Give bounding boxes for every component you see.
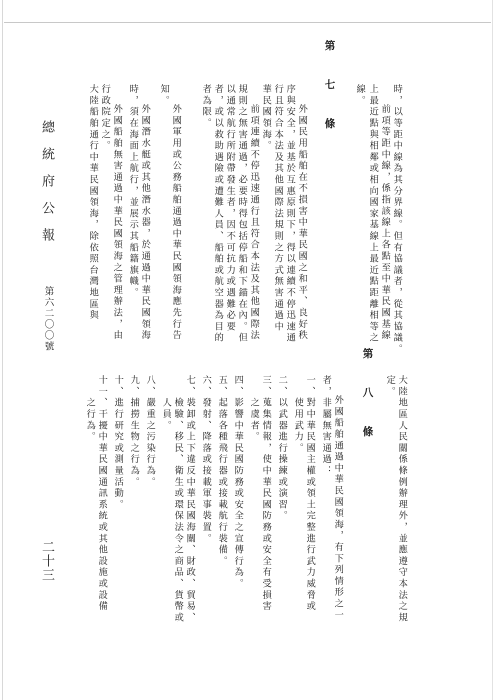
top-col-9: 華民國領海。: [260, 84, 272, 152]
bottom-col-9: 三、蒐集情報，使中華民國防務或安全有受損害: [260, 375, 272, 613]
bottom-col-5: 者，非屬無害通過：: [320, 375, 332, 477]
top-col-18: 時，須在海面上航行，並展示其船籍旗幟。: [127, 84, 139, 299]
top-col-14: 者為限。: [200, 84, 212, 130]
bottom-col-7: 使用武力。: [292, 375, 304, 455]
top-col-1: 時，以等距中線為其分界線。但有協議者，從其協議。: [391, 84, 403, 356]
top-col-19: 外國船舶無害通過中華民國領海之管理辦法，由: [111, 104, 123, 342]
bottom-col-11: 四、影響中華民國防務或安全之宣傳行為。: [232, 375, 244, 590]
top-col-16: 知。: [158, 84, 170, 107]
bottom-col-13: 六、發射、降落或接載軍事裝置。: [200, 375, 212, 545]
top-col-3: 上最近點與相鄰或相向國家基線上最近點距離相等之: [367, 84, 379, 344]
bottom-col-14: 七、裝卸或上下違反中華民國海關、財政、貿易、: [184, 375, 196, 624]
gazette-title: 總統府公報: [39, 120, 54, 255]
left-page-edge: [2, 0, 3, 700]
bottom-col-16: 人員。: [160, 375, 172, 432]
bottom-col-21: 之行為。: [84, 375, 96, 443]
top-col-11: 規則之無害通過，必要時得包括停船和下錨在內。但: [236, 84, 248, 344]
top-col-2: 前項等距中線，係指該線上各點至中華民國基線: [379, 104, 391, 342]
page-number: 二十三: [39, 540, 54, 582]
article-7-heading: 第 七 條: [323, 40, 336, 138]
right-page-edge: [492, 0, 493, 700]
issue-number: 第六二〇〇號: [42, 286, 54, 352]
bottom-col-6: 一、對中華民國主權或領土完整進行武力威脅或: [304, 375, 316, 613]
bottom-col-10: 之虞者。: [248, 375, 260, 443]
top-col-17: 外國潛水艇或其他潛水器，於通過中華民國領海: [139, 104, 151, 342]
bottom-col-1: 大陸地區人民關係條例辦理外，並應遵守本法之規: [396, 375, 408, 624]
bottom-col-2: 定。: [384, 375, 396, 398]
top-col-13: 者，或以救助遇險或遭難人員、船舶或航空器為目的: [212, 84, 224, 344]
top-border-line: [4, 22, 491, 23]
top-col-7: 序與安全，並基於互惠原則下，得以連續不停迅速通: [284, 84, 296, 344]
top-col-20: 行政院定之。: [99, 84, 111, 152]
top-col-6: 外國民用船舶在不損害中華民國之和平、良好秩: [296, 104, 308, 342]
top-col-15: 外國軍用或公務船舶通過中華民國領海應先行告: [170, 104, 182, 342]
bottom-col-19: 十、進行研究或測量活動。: [112, 375, 124, 511]
bottom-col-8: 二、以武器進行操練或演習。: [276, 375, 288, 522]
bottom-col-18: 九、捕撈生物之行為。: [128, 375, 140, 488]
top-col-21: 大陸船舶通行中華民國領海，除依照台灣地區與: [87, 84, 99, 322]
bottom-col-15: 檢驗、移民、衛生或環保法令之商品、貨幣或: [172, 375, 184, 624]
bottom-col-4: 外國船舶通過中華民國領海，有下列情形之一: [332, 395, 344, 621]
top-col-4: 線。: [354, 84, 366, 107]
top-col-10: 前項連續不停迅速通行且符合本法及其他國際法: [248, 104, 260, 342]
top-col-8: 行且符合本法及其他國際法規則之方式無害通過中: [272, 84, 284, 333]
top-col-12: 以通常航行所附帶發生者，因不可抗力或遇難必要: [224, 84, 236, 333]
article-8-heading: 第 八 條: [361, 348, 374, 446]
bottom-col-20: 十一、干擾中華民國通訊系統或其他設施或設備: [96, 375, 108, 613]
bottom-col-17: 八、嚴重之污染行為。: [144, 375, 156, 488]
bottom-col-12: 五、起落各種飛行器或接載航行裝備。: [216, 375, 228, 568]
